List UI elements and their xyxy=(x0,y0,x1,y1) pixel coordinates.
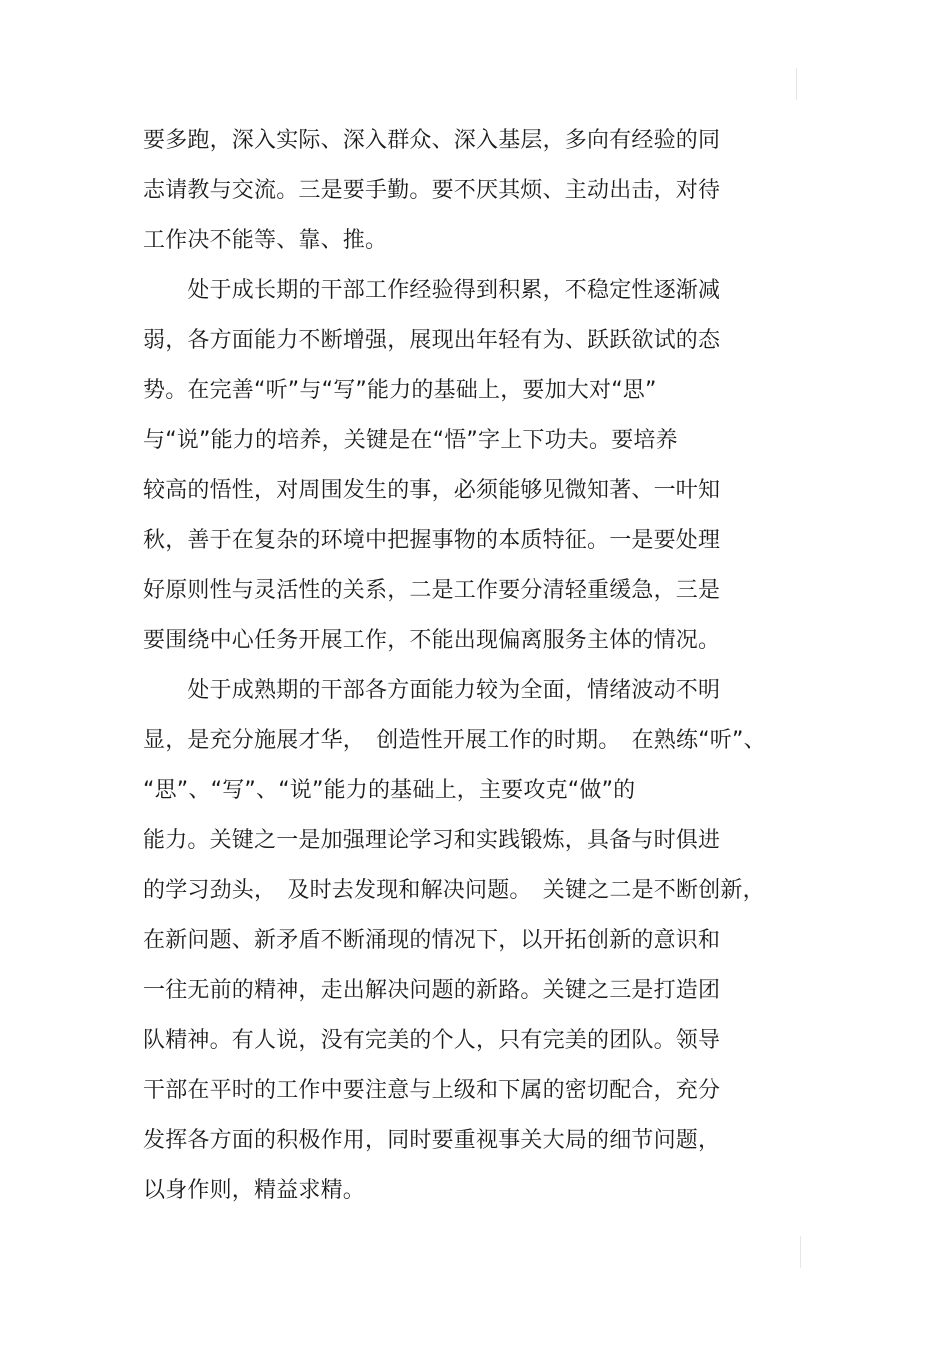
text-line: 弱，各方面能力不断增强，展现出年轻有为、跃跃欲试的态 xyxy=(143,328,721,353)
text-line: 在新问题、新矛盾不断涌现的情况下，以开拓创新的意识和 xyxy=(143,928,721,953)
text-line: 要多跑，深入实际、深入群众、深入基层，多向有经验的同 xyxy=(143,128,721,153)
text-line: 处于成长期的干部工作经验得到积累，不稳定性逐渐减 xyxy=(143,278,721,303)
text-line: 工作决不能等、靠、推。 xyxy=(143,228,388,253)
margin-mark-top xyxy=(796,68,797,100)
text-line: 秋，善于在复杂的环境中把握事物的本质特征。一是要处理 xyxy=(143,528,721,553)
text-line: “思”、“写”、“说”能力的基础上，主要攻克“做”的 xyxy=(143,778,636,803)
text-line: 要围绕中心任务开展工作，不能出现偏离服务主体的情况。 xyxy=(143,628,721,653)
text-line: 发挥各方面的积极作用，同时要重视事关大局的细节问题， xyxy=(143,1128,721,1153)
text-line: 好原则性与灵活性的关系，二是工作要分清轻重缓急，三是 xyxy=(143,578,721,603)
text-line: 能力。关键之一是加强理论学习和实践锻炼，具备与时俱进 xyxy=(143,828,721,853)
text-line: 干部在平时的工作中要注意与上级和下属的密切配合，充分 xyxy=(143,1078,721,1103)
text-line: 一往无前的精神，走出解决问题的新路。关键之三是打造团 xyxy=(143,978,721,1003)
text-line: 志请教与交流。三是要手勤。要不厌其烦、主动出击，对待 xyxy=(143,178,721,203)
text-line: 以身作则，精益求精。 xyxy=(143,1178,366,1203)
text-line: 处于成熟期的干部各方面能力较为全面，情绪波动不明 xyxy=(143,678,721,703)
text-line: 队精神。有人说，没有完美的个人，只有完美的团队。领导 xyxy=(143,1028,721,1053)
text-line: 的学习劲头， 及时去发现和解决问题。 关键之二是不断创新， xyxy=(143,878,765,903)
text-line: 显，是充分施展才华， 创造性开展工作的时期。 在熟练“听”、 xyxy=(143,728,766,753)
text-line: 较高的悟性，对周围发生的事，必须能够见微知著、一叶知 xyxy=(143,478,721,503)
text-line: 与“说”能力的培养，关键是在“悟”字上下功夫。要培养 xyxy=(143,428,678,453)
text-line: 势。在完善“听”与“写”能力的基础上，要加大对“思” xyxy=(143,378,657,403)
margin-mark-bottom xyxy=(800,1236,801,1268)
